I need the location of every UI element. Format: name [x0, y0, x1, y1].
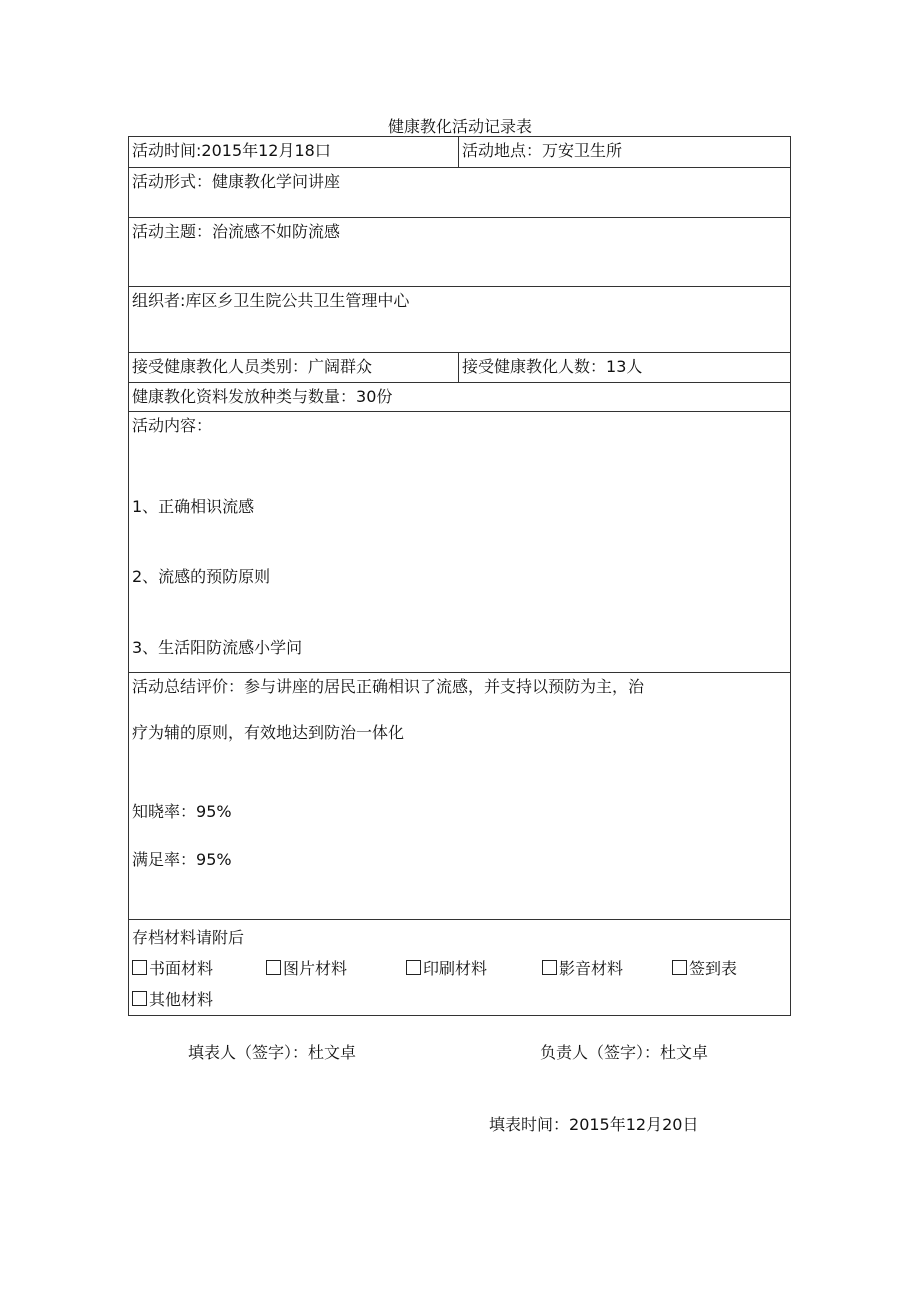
summary-line-1 [132, 677, 644, 697]
audience-type-cell: 接受健康教化人员类别：广阔群众 [129, 353, 459, 383]
content-item: 1、正确相识流感 [132, 497, 255, 516]
content-label: 活动内容： [132, 416, 213, 435]
archive-option-other[interactable]: 其他材料 [132, 984, 788, 1015]
activity-place-cell: 活动地点：万安卫生所 [459, 137, 791, 168]
checkbox-icon[interactable] [266, 960, 281, 975]
activity-place-value: 万安卫生所 [542, 141, 623, 160]
audience-type-value: 广阔群众 [308, 357, 373, 376]
organizer-cell: 组织者:库区乡卫生院公共卫生管理中心 [129, 287, 791, 353]
archive-option-audiovisual[interactable]: 影音材料 [542, 953, 672, 984]
activity-form-cell: 活动形式：健康教化学问讲座 [129, 168, 791, 218]
fill-date-value: 2015年12月20日 [569, 1115, 699, 1134]
content-cell [129, 412, 791, 673]
row-form [129, 168, 791, 218]
row-audience [129, 353, 791, 383]
row-content [129, 412, 791, 673]
summary-text-2: 疗为辅的原则，有效地达到防治一体化 [132, 723, 405, 742]
materials-cell: 健康教化资料发放种类与数量：30份 [129, 383, 791, 412]
activity-form-value: 健康教化学问讲座 [212, 172, 341, 191]
summary-text-1: 参与讲座的居民正确相识了流感，并支持以预防为主，治 [244, 677, 645, 696]
responsible-name: 杜文卓 [660, 1043, 709, 1062]
checkbox-icon[interactable] [406, 960, 421, 975]
row-materials [129, 383, 791, 412]
activity-theme-value: 治流感不如防流感 [212, 222, 341, 241]
filler-name: 杜文卓 [308, 1043, 357, 1062]
row-archive [129, 920, 791, 1016]
form-title: 健康教化活动记录表 [387, 117, 532, 136]
satisfaction-value: 95% [196, 850, 232, 869]
checkbox-icon[interactable] [132, 991, 147, 1006]
checkbox-icon[interactable] [672, 960, 687, 975]
content-item: 2、流感的预防原则 [132, 567, 271, 586]
satisfaction-rate: 满足率：95% [132, 850, 232, 869]
awareness-rate: 知晓率：95% [132, 802, 232, 821]
checkbox-icon[interactable] [132, 960, 147, 975]
activity-time-value: 2015年12月18口 [201, 141, 331, 160]
awareness-value: 95% [196, 802, 232, 821]
archive-option-printed[interactable]: 印刷材料 [406, 953, 542, 984]
responsible-signature: 负责人（签字）：杜文卓 [540, 1043, 709, 1062]
archive-label: 存档材料请附后 [132, 928, 245, 947]
archive-option-pictures[interactable]: 图片材料 [266, 953, 406, 984]
content-item: 3、生活阳防流感小学问 [132, 638, 303, 657]
row-organizer [129, 287, 791, 353]
row-theme [129, 218, 791, 287]
audience-count-value: 13人 [606, 357, 643, 376]
activity-theme-cell: 活动主题：治流感不如防流感 [129, 218, 791, 287]
summary-label: 活动总结评价： [132, 677, 245, 696]
organizer-value: 库区乡卫生院公共卫生管理中心 [185, 291, 410, 310]
checkbox-icon[interactable] [542, 960, 557, 975]
archive-options-row [132, 953, 788, 984]
materials-value: 30份 [356, 387, 393, 406]
archive-option-signin[interactable]: 签到表 [672, 953, 737, 984]
archive-option-written[interactable]: 书面材料 [132, 953, 266, 984]
audience-count-cell: 接受健康教化人数：13人 [459, 353, 791, 383]
summary-cell [129, 673, 791, 920]
row-time-place [129, 137, 791, 168]
archive-cell [129, 920, 791, 1016]
activity-record-table [128, 136, 791, 1016]
activity-time-cell: 活动时间:2015年12月18口 [129, 137, 459, 168]
row-summary [129, 673, 791, 920]
filler-signature: 填表人（签字）：杜文卓 [188, 1043, 357, 1062]
fill-date: 填表时间：2015年12月20日 [489, 1115, 699, 1134]
